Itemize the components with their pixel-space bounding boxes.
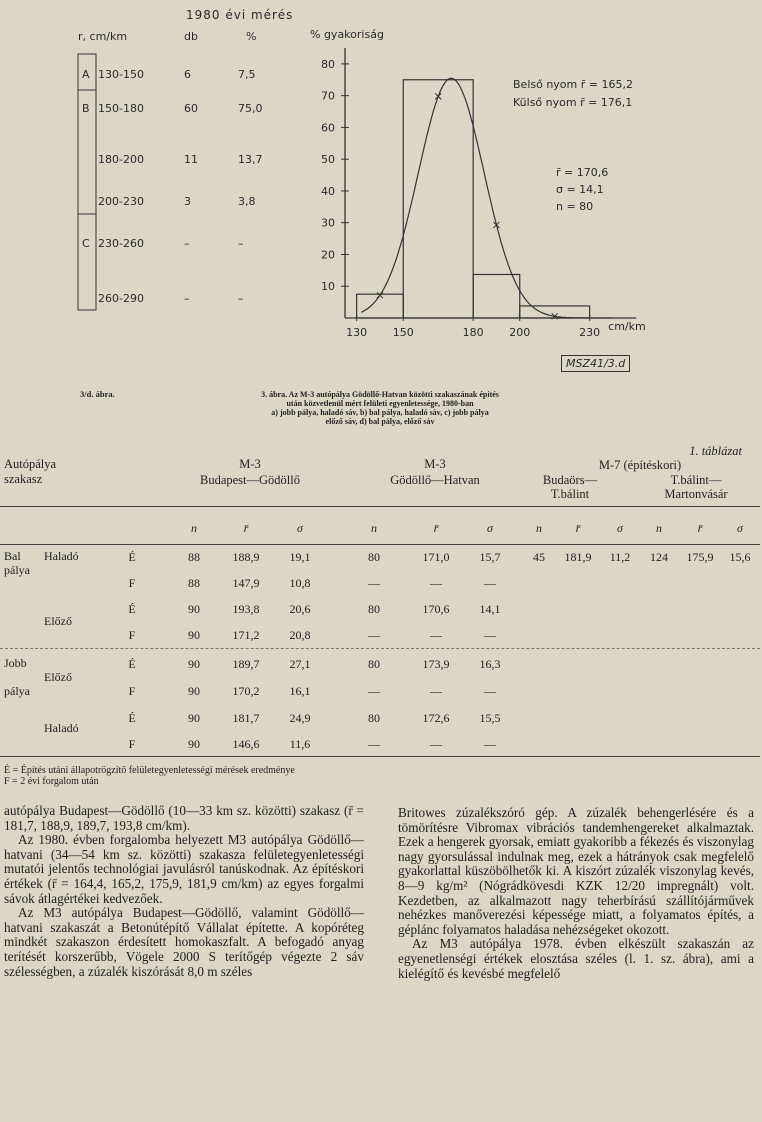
lane-halado: Haladó [44, 721, 79, 735]
table-cell: 80 [368, 602, 380, 616]
table-cell: 171,2 [232, 628, 260, 642]
table-cell: — [484, 628, 496, 642]
y-tick-label: 10 [321, 280, 335, 294]
range-group-label: C [82, 237, 90, 250]
paragraph: Britowes zúzalékszóró gép. A zúzalék behengerlésére és a tömörítésre Vibromax vibrációs tandemhengereket alkalmaztak. Ezek a hengerek gyorsak, emiatt gyakoribb a fékezés és viszonylag nagy gyorsulással indulnak meg, ezek a hátrányok csak megfelelő gyakorlattal küszöbölhetők ki. A kiszórt zúzalék viszonylag kevés, 8—9 kg/m² (Nógrádkövesdi KZK 12/20 impregnált) volt. Kezdetben, az alkalmazott nagy teherbírású szállítójárművek nehézkes manőverezési képessége miatt, a folyamatos építés, a géplánc folyamatos haladása nehézségeket okozott. [398, 805, 754, 937]
table-cell: 90 [188, 602, 200, 616]
figure-header-title: 1980 évi mérés [186, 8, 294, 22]
table-cell: 19,1 [289, 550, 311, 564]
table-cell: 90 [188, 628, 200, 642]
y-axis-label: % gyakoriság [310, 28, 384, 41]
table-cell: 10,8 [289, 576, 311, 590]
column-symbol: n [536, 521, 542, 535]
x-tick-label: 150 [392, 326, 414, 339]
head-m7: M-7 (építéskori) [598, 458, 682, 472]
range-percent: 13,7 [238, 153, 263, 166]
y-tick-label: 70 [321, 89, 335, 103]
histogram-bar [357, 294, 404, 318]
table-cell: 16,3 [479, 657, 501, 671]
head-m3-a: M-3 [239, 457, 261, 471]
head-m7-a1: Budaörs— [542, 473, 598, 487]
head-m7-b2: Martonvásár [664, 487, 728, 501]
table-cell: — [484, 684, 496, 698]
range-percent: – [238, 292, 244, 305]
range-label: 180-200 [98, 153, 144, 166]
paragraph: autópálya Budapest—Gödöllő (10—33 km sz. közötti) szakasz (r̄ = 181,7, 188,9, 189,7, 193,8 cm/km). [4, 803, 364, 833]
row-type: F [128, 684, 136, 698]
head-m3-b-sub: Gödöllő—Hatvan [390, 473, 480, 487]
column-symbol: n [191, 521, 197, 535]
note-f: F = 2 évi forgalom után [4, 776, 99, 787]
table-cell: — [368, 684, 380, 698]
x-tick-label: 200 [509, 326, 531, 339]
y-tick-label: 50 [321, 153, 335, 167]
table-cell: 181,7 [232, 711, 260, 725]
table-cell: 15,7 [479, 550, 501, 564]
y-tick-label: 60 [321, 121, 335, 135]
range-group-label: B [82, 102, 90, 115]
head-m7-b1: T.bálint— [670, 473, 722, 487]
table-cell: 90 [188, 737, 200, 751]
figure-caption [200, 390, 560, 426]
head-m7-a2: T.bálint [550, 487, 590, 501]
table-cell: 170,2 [232, 684, 260, 698]
table-cell: 80 [368, 657, 380, 671]
left-caption: 3/d. ábra. [80, 389, 115, 399]
column-symbol: σ [737, 521, 743, 535]
side-bal: Bal [4, 549, 21, 563]
row-type: É [128, 550, 136, 564]
table-cell: 15,6 [729, 550, 751, 564]
range-count: 60 [184, 102, 198, 115]
table-cell: 90 [188, 657, 200, 671]
y-tick-label: 30 [321, 216, 335, 230]
x-tick-label: 130 [346, 326, 368, 339]
col-r-label: r, cm/km [78, 30, 128, 43]
range-percent: 7,5 [238, 68, 256, 81]
normal-curve [361, 78, 613, 318]
histogram-bar [473, 274, 520, 318]
range-percent: 3,8 [238, 195, 256, 208]
table-cell: 175,9 [686, 550, 714, 564]
y-tick-label: 20 [321, 248, 335, 262]
column-symbol: r̄ [575, 521, 581, 535]
lane-elozo: Előző [44, 670, 72, 684]
table-cell: 88 [188, 576, 200, 590]
table-cell: — [368, 737, 380, 751]
table-cell: 24,9 [289, 711, 311, 725]
table-cell: 80 [368, 550, 380, 564]
head-left-1: Autópálya [4, 457, 57, 471]
group-bracket [74, 50, 104, 320]
caption-line: 3. ábra. Az M-3 autópálya Gödöllő-Hatvan közötti szakaszának építés [261, 390, 499, 399]
table-cell: 45 [533, 550, 545, 564]
x-tick-label: 180 [462, 326, 484, 339]
table-cell: 88 [188, 550, 200, 564]
column-symbol: r̄ [243, 521, 249, 535]
head-m3-a-sub: Budapest—Gödöllő [200, 473, 300, 487]
body-column-left [4, 804, 364, 979]
table-cell: — [430, 684, 442, 698]
range-label: 230-260 [98, 237, 144, 250]
table-cell: — [368, 576, 380, 590]
table-rule [0, 506, 760, 507]
row-type: É [128, 602, 136, 616]
table-cell: 27,1 [289, 657, 311, 671]
table-cell: — [430, 628, 442, 642]
range-percent: 75,0 [238, 102, 263, 115]
table-cell: 11,2 [609, 550, 631, 564]
table-cell: — [484, 576, 496, 590]
note-e: É = Építés utáni állapotrögzítő felületegyenletességi mérések eredménye [4, 765, 295, 776]
y-tick-label: 80 [321, 57, 335, 71]
column-symbol: n [656, 521, 662, 535]
x-unit-label: cm/km [608, 320, 646, 333]
caption-line: előző sáv, d) bal pálya, előző sáv [325, 417, 435, 426]
column-symbol: n [371, 521, 377, 535]
curve-marker [377, 292, 383, 298]
paragraph: Az M3 autópálya Budapest—Gödöllő, valamint Gödöllő—hatvani szakaszát a Betonútépítő Vállalat építette. A kopóréteg mindkét szakaszon érdesített homokaszfalt. A befogadó anyag terítését korszerűbb, Vögele 2000 S terítőgép végezte 2 sáv szélességben, a zúzalék kiszórását 8,0 m széles [4, 905, 364, 979]
range-count: 6 [184, 68, 191, 81]
head-m3-b: M-3 [424, 457, 446, 471]
table-cell: 170,6 [422, 602, 450, 616]
table-cell: 147,9 [232, 576, 260, 590]
table-cell: — [430, 576, 442, 590]
column-symbol: σ [487, 521, 493, 535]
table-cell: 188,9 [232, 550, 260, 564]
side-jobb: Jobb [4, 656, 27, 670]
column-symbol: σ [617, 521, 623, 535]
table-cell: 173,9 [422, 657, 450, 671]
col-pct-label: % [246, 30, 257, 43]
col-db-label: db [184, 30, 198, 43]
caption-line: a) jobb pálya, haladó sáv, b) bal pálya, haladó sáv, c) jobb pálya [271, 408, 489, 417]
table-rule [0, 756, 760, 757]
row-type: F [128, 576, 136, 590]
table-cell: 193,8 [232, 602, 260, 616]
table-cell: 146,6 [232, 737, 260, 751]
range-label: 260-290 [98, 292, 144, 305]
head-left-2: szakasz [4, 472, 43, 486]
body-column-right [398, 806, 754, 981]
table-cell: 124 [650, 550, 668, 564]
stat-mean: r̄ = 170,6 [556, 166, 609, 179]
range-count: – [184, 237, 190, 250]
table-cell: 11,6 [289, 737, 311, 751]
range-label: 130-150 [98, 68, 144, 81]
table-cell: 80 [368, 711, 380, 725]
table-rule [0, 648, 760, 649]
lane-elozo: Előző [44, 614, 72, 628]
table-cell: 172,6 [422, 711, 450, 725]
standard-stamp: MSZ41/3.d [561, 355, 630, 372]
legend-inner: Belső nyom r̄ = 165,2 [513, 78, 633, 91]
table-cell: 171,0 [422, 550, 450, 564]
table-cell: — [484, 737, 496, 751]
lane-halado: Haladó [44, 549, 79, 563]
table-cell: 14,1 [479, 602, 501, 616]
range-label: 200-230 [98, 195, 144, 208]
table-cell: 20,8 [289, 628, 311, 642]
row-type: É [128, 657, 136, 671]
row-type: F [128, 737, 136, 751]
table-label: 1. táblázat [689, 444, 742, 458]
side-jobb-palya: pálya [4, 684, 30, 698]
stat-sigma: σ = 14,1 [556, 183, 604, 196]
range-count: 11 [184, 153, 198, 166]
range-percent: – [238, 237, 244, 250]
row-type: É [128, 711, 136, 725]
table-cell: 16,1 [289, 684, 311, 698]
stat-n: n = 80 [556, 200, 594, 213]
caption-line: után közvetlenül mért felületi egyenletessége, 1980-ban [286, 399, 474, 408]
table-cell: 90 [188, 711, 200, 725]
y-tick-label: 40 [321, 184, 335, 198]
column-symbol: r̄ [433, 521, 439, 535]
table-cell: 15,5 [479, 711, 501, 725]
range-count: 3 [184, 195, 191, 208]
column-symbol: σ [297, 521, 303, 535]
histogram-bar [403, 80, 473, 318]
range-group-label: A [82, 68, 90, 81]
table-cell: 20,6 [289, 602, 311, 616]
paragraph: Az M3 autópálya 1978. évben elkészült szakaszán az egyenetlenségi értékek elosztása széles (l. 1. sz. ábra), ami a kielégítő és kevésbé megfelelő [398, 936, 754, 981]
table-cell: 90 [188, 684, 200, 698]
side-bal-palya: pálya [4, 563, 30, 577]
table-cell: — [430, 737, 442, 751]
table-cell: — [368, 628, 380, 642]
range-label: 150-180 [98, 102, 144, 115]
table-rule [0, 544, 760, 545]
column-symbol: r̄ [697, 521, 703, 535]
legend-outer: Külső nyom r̄ = 176,1 [513, 96, 633, 109]
curve-marker [435, 93, 441, 99]
table-cell: 181,9 [564, 550, 592, 564]
range-count: – [184, 292, 190, 305]
row-type: F [128, 628, 136, 642]
paragraph: Az 1980. évben forgalomba helyezett M3 autópálya Gödöllő—hatvani (34—54 km sz. közötti) szakasza felületegyenletességi mutatói jelentős technológiai javulásról tanúskodnak. Az építéskori értékek (r̄ = 164,4, 165,2, 175,9, 181,9 cm/km) az egyes forgalmi sávok átlagértékei kedvezőek. [4, 832, 364, 906]
table-cell: 189,7 [232, 657, 260, 671]
x-tick-label: 230 [579, 326, 601, 339]
